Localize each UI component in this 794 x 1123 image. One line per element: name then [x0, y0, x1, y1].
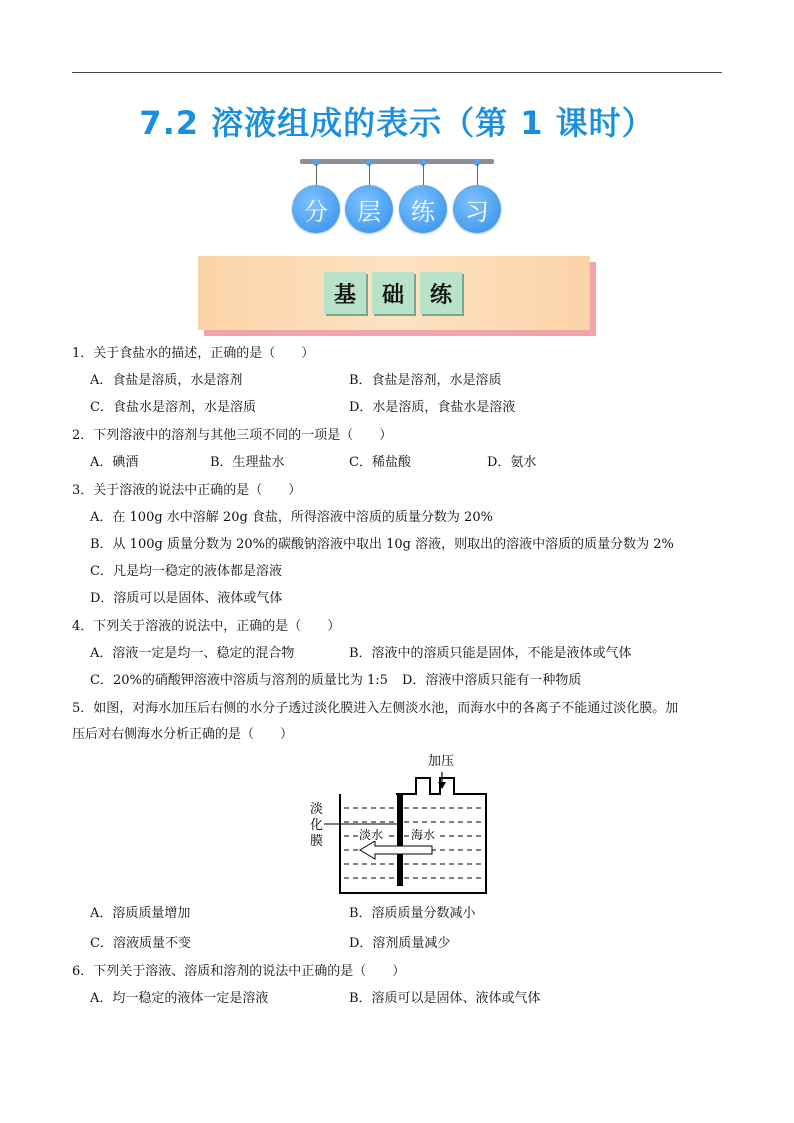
question-1-option-d: D．水是溶质，食盐水是溶液 — [349, 400, 516, 415]
page-title: 7.2 溶液组成的表示（第 1 课时） — [139, 104, 655, 142]
question-3-stem: 3．关于溶液的说法中正确的是（ ） — [72, 483, 302, 498]
top-rule — [72, 72, 722, 73]
fresh-water-label: 淡水 — [359, 828, 384, 842]
banner-char-lian: 练 — [420, 272, 462, 314]
question-1-option-a: A．食盐是溶质，水是溶剂 — [90, 373, 243, 388]
question-5-option-d: D．溶剂质量减少 — [349, 936, 451, 951]
membrane-label-2: 化 — [310, 818, 324, 833]
question-2-option-a: A．碘酒 — [90, 455, 139, 470]
desalination-figure — [300, 750, 500, 895]
question-4-option-b: B．溶液中的溶质只能是固体，不能是液体或气体 — [349, 646, 632, 661]
question-1-stem: 1．关于食盐水的描述，正确的是（ ） — [72, 346, 315, 361]
question-3-option-d: D．溶质可以是固体、液体或气体 — [90, 591, 283, 606]
question-1-option-b: B．食盐是溶剂，水是溶质 — [349, 373, 502, 388]
bubble-lian: 练 — [399, 185, 447, 233]
question-5-stem: 5．如图，对海水加压后右侧的水分子透过淡化膜进入左侧淡水池，而海水中的各离子不能通过淡化膜。加 — [72, 701, 679, 716]
question-4-option-d: D．溶液中溶质只能有一种物质 — [402, 673, 582, 688]
question-4-option-a: A．溶液一定是均一、稳定的混合物 — [90, 646, 295, 661]
question-6-option-b: B．溶质可以是固体、液体或气体 — [349, 991, 541, 1006]
membrane-label-1: 淡 — [310, 802, 324, 817]
question-6-option-a: A．均一稳定的液体一定是溶液 — [90, 991, 269, 1006]
membrane-label-3: 膜 — [310, 834, 324, 849]
hanging-rod — [300, 159, 494, 164]
question-2-option-c: C．稀盐酸 — [349, 455, 411, 470]
bubble-ceng: 层 — [345, 185, 393, 233]
question-6-stem: 6．下列关于溶液、溶质和溶剂的说法中正确的是（ ） — [72, 964, 406, 979]
bubble-xi: 习 — [453, 185, 501, 233]
question-4-stem: 4．下列关于溶液的说法中，正确的是（ ） — [72, 619, 341, 634]
bubble-fen: 分 — [292, 185, 340, 233]
question-3-option-c: C．凡是均一稳定的液体都是溶液 — [90, 564, 282, 579]
question-5-option-c: C．溶液质量不变 — [90, 936, 191, 951]
question-3-option-a: A．在 100g 水中溶解 20g 食盐，所得溶液中溶质的质量分数为 20% — [90, 510, 493, 525]
question-5-option-a: A．溶质质量增加 — [90, 906, 191, 921]
banner-char-ji: 基 — [324, 272, 366, 314]
membrane-bar — [397, 794, 403, 886]
question-3-option-b: B．从 100g 质量分数为 20%的碳酸钠溶液中取出 10g 溶液，则取出的溶液中溶质的质量分数为 2% — [90, 537, 674, 552]
question-2-stem: 2．下列溶液中的溶剂与其他三项不同的一项是（ ） — [72, 428, 393, 443]
pressure-label: 加压 — [428, 754, 455, 769]
question-4-option-c: C．20%的硝酸钾溶液中溶质与溶剂的质量比为 1:5 — [90, 673, 388, 688]
question-2-option-d: D．氨水 — [487, 455, 537, 470]
question-1-option-c: C．食盐水是溶剂，水是溶质 — [90, 400, 256, 415]
seawater-label: 海水 — [411, 828, 436, 842]
question-2-option-b: B．生理盐水 — [210, 455, 285, 470]
question-5-option-b: B．溶质质量分数减小 — [349, 906, 476, 921]
question-5-stem-cont: 压后对右侧海水分析正确的是（ ） — [72, 727, 294, 742]
banner-char-chu: 础 — [372, 272, 414, 314]
